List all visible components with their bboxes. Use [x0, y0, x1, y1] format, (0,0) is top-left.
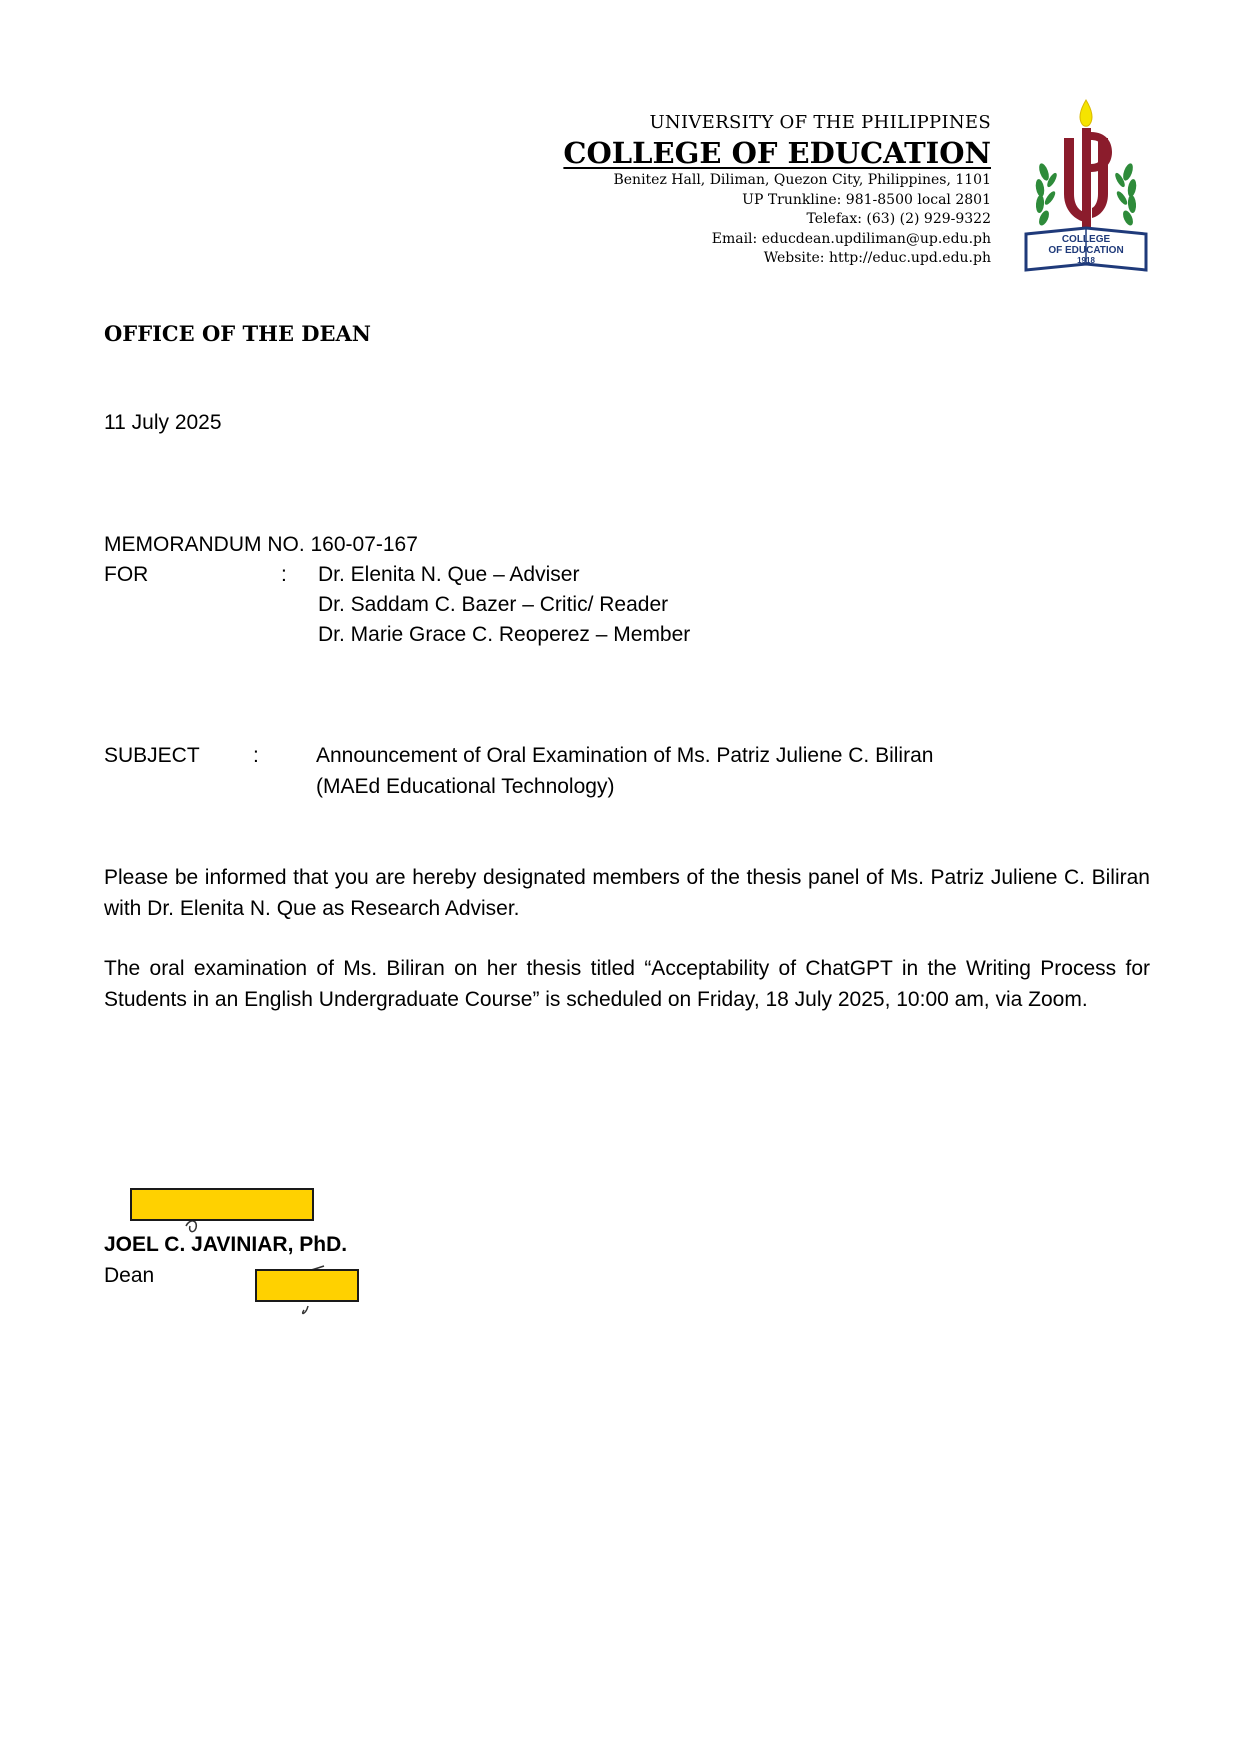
signatory-name: JOEL C. JAVINIAR, PhD.: [104, 1233, 348, 1256]
recipient-1: Dr. Elenita N. Que – Adviser: [318, 563, 580, 586]
university-name: UNIVERSITY OF THE PHILIPPINES: [649, 112, 991, 133]
memo-date: 11 July 2025: [104, 411, 222, 434]
telefax: Telefax: (63) (2) 929-9322: [806, 211, 991, 227]
address: Benitez Hall, Diliman, Quezon City, Philippines, 1101: [613, 172, 991, 188]
subject-line-2: (MAEd Educational Technology): [316, 775, 615, 798]
trunkline: UP Trunkline: 981-8500 local 2801: [742, 191, 991, 208]
office-heading: OFFICE OF THE DEAN: [104, 321, 371, 346]
redaction-box: [255, 1269, 359, 1302]
recipient-3: Dr. Marie Grace C. Reoperez – Member: [318, 623, 691, 646]
letterhead: [291, 112, 991, 269]
recipient-2: Dr. Saddam C. Bazer – Critic/ Reader: [318, 593, 669, 616]
subject-line-1: Announcement of Oral Examination of Ms. Patriz Juliene C. Biliran: [316, 744, 934, 767]
logo-text-line2: OF EDUCATION: [1048, 245, 1124, 256]
subject-colon: :: [253, 744, 259, 767]
for-colon: :: [281, 563, 287, 586]
subject-label: SUBJECT: [104, 744, 200, 767]
logo-text-line1: COLLEGE: [1061, 234, 1111, 245]
website: Website: http://educ.upd.edu.ph: [763, 250, 991, 266]
college-logo: [1020, 98, 1152, 274]
for-label: FOR: [104, 563, 149, 586]
logo-year: 1918: [1077, 256, 1095, 265]
memorandum-number: MEMORANDUM NO. 160-07-167: [104, 533, 418, 556]
redaction-box: [130, 1188, 314, 1221]
body-paragraph-2: The oral examination of Ms. Biliran on her thesis titled “Acceptability of ChatGPT in the Writing Process for Students in an English Undergraduate Course” is scheduled on Friday, 18 July 2025, 10:00 am, via Zoom.: [104, 957, 1150, 1011]
college-name: COLLEGE OF EDUCATION: [563, 136, 991, 170]
email: Email: educdean.updiliman@up.edu.ph: [711, 230, 991, 247]
body-paragraph-1: Please be informed that you are hereby designated members of the thesis panel of Ms. Patriz Juliene C. Biliran with Dr. Elenita N. Que as Research Adviser.: [104, 866, 1150, 920]
signatory-title: Dean: [104, 1264, 155, 1287]
